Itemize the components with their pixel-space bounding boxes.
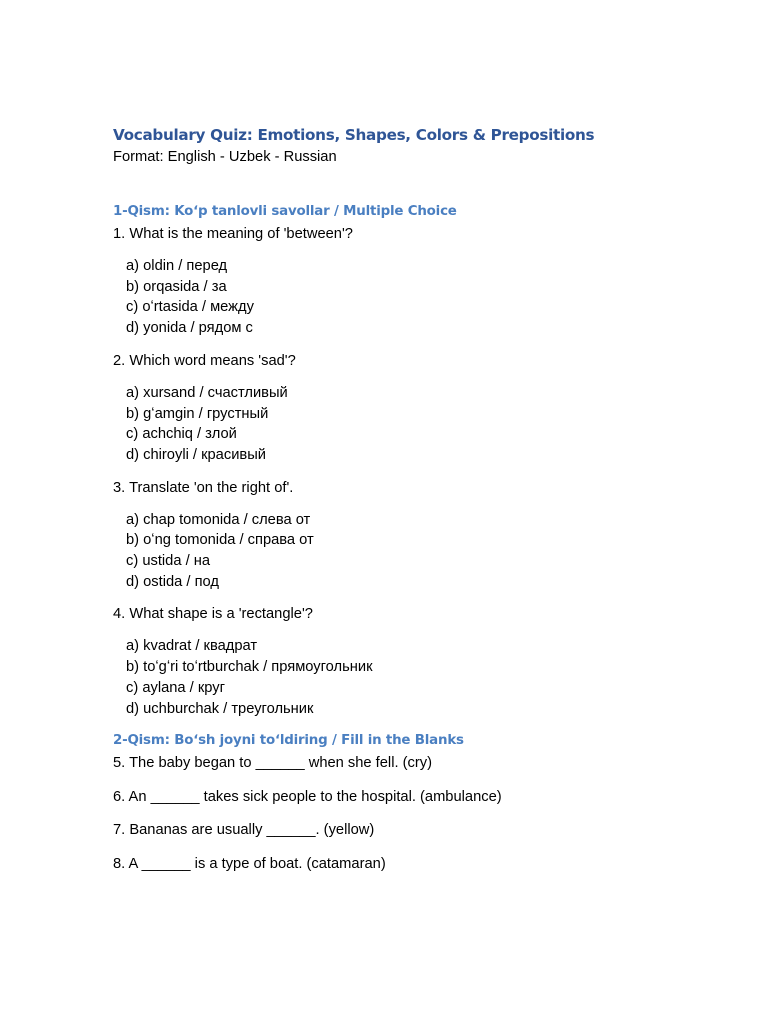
option-b: b) oʻng tomonida / справа от [126,532,314,549]
section-2-heading: 2-Qism: Boʻsh joyni toʻldiring / Fill in the Blanks [113,733,464,749]
fill-blank-item-7: 7. Bananas are usually ______. (yellow) [113,822,375,839]
option-b: b) toʻgʻri toʻrtburchak / прямоугольник [126,659,373,676]
question-text: 2. Which word means 'sad'? [113,352,296,369]
question-text: 4. What shape is a 'rectangle'? [113,606,313,623]
option-a: a) oldin / перед [126,258,228,274]
option-d: d) chiroyli / красивый [126,446,266,463]
option-c: c) achchiq / злой [126,426,237,443]
quiz-title: Vocabulary Quiz: Emotions, Shapes, Colors & Prepositions [113,126,595,144]
option-c: c) aylana / круг [126,679,225,696]
document-page [113,124,713,886]
option-a: a) xursand / счастливый [126,384,288,401]
question-1 [113,223,713,339]
question-3 [113,477,713,593]
option-list [113,636,713,719]
fill-blank-item-6: 6. An ______ takes sick people to the hospital. (ambulance) [113,788,502,805]
option-c: c) oʻrtasida / между [126,299,254,316]
option-d: d) uchburchak / треугольник [126,700,314,717]
question-4 [113,603,713,719]
option-d: d) yonida / рядом с [126,320,253,337]
question-2 [113,350,713,466]
option-a: a) kvadrat / квадрат [126,638,258,655]
fill-blank-item-5: 5. The baby began to ______ when she fell. (cry) [113,755,432,772]
format-line: Format: English - Uzbek - Russian [113,149,337,165]
option-list [113,383,713,466]
question-text: 3. Translate 'on the right of'. [113,479,294,496]
option-b: b) gʻamgin / грустный [126,405,269,422]
option-list [113,256,713,339]
section-1-heading: 1-Qism: Koʻp tanlovli savollar / Multiple Choice [113,204,457,219]
option-d: d) ostida / под [126,573,219,590]
question-text: 1. What is the meaning of 'between'? [113,226,353,242]
option-a: a) chap tomonida / слева от [126,511,311,528]
option-c: c) ustida / на [126,553,211,570]
fill-blank-item-8: 8. A ______ is a type of boat. (catamaran) [113,855,386,872]
section-2 [113,730,713,875]
option-list [113,510,713,593]
option-b: b) orqasida / за [126,278,227,295]
